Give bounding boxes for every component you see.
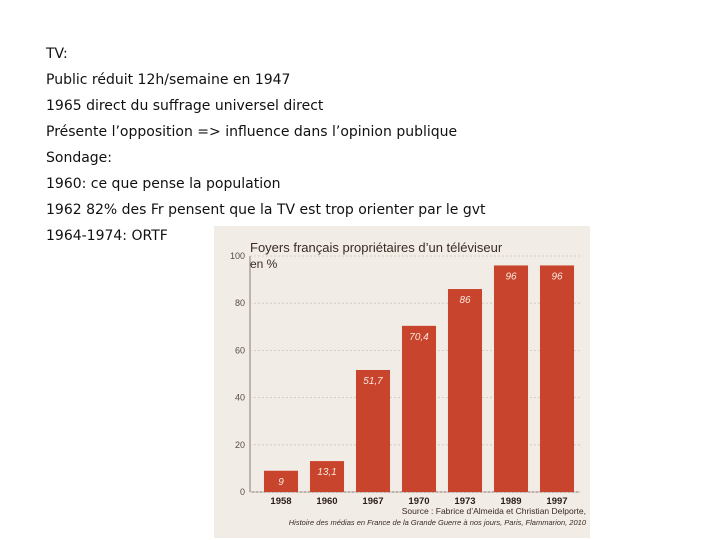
bar [402,326,436,492]
x-tick-label: 1997 [546,496,568,507]
bar [448,289,482,492]
bar [540,265,574,492]
x-tick-label: 1970 [408,496,430,507]
x-tick-label: 1960 [316,496,338,507]
scanned-chart [214,226,590,538]
bar-value-label: 51,7 [363,375,383,387]
chart-subtitle: en % [250,257,278,271]
y-tick-label: 80 [234,298,245,309]
bar-chart [214,226,590,538]
x-tick-label: 1973 [454,496,476,507]
x-tick-label: 1958 [270,496,292,507]
x-tick-label: 1989 [500,496,522,507]
note-line: 1960: ce que pense la population [46,176,281,192]
note-line: Présente l’opposition => influence dans l’opinion publique [46,124,458,140]
note-line: Public réduit 12h/semaine en 1947 [46,72,291,88]
bar-value-label: 86 [459,295,471,307]
note-line: TV: [46,46,68,62]
bar-value-label: 96 [551,271,563,283]
note-line: Sondage: [46,150,113,166]
y-tick-label: 100 [229,251,245,261]
note-line: 1965 direct du suffrage universel direct [46,98,324,114]
y-tick-label: 0 [239,487,245,497]
note-line: 1964-1974: ORTF [46,228,168,244]
bar [356,370,390,492]
bar-value-label: 9 [278,476,284,488]
notes-text [46,41,486,249]
x-tick-label: 1967 [362,496,384,507]
chart-source-ref: Histoire des médias en France de la Grande Guerre à nos jours, Paris, Flammarion, 2010 [288,518,586,527]
bar [494,265,528,492]
chart-title: Foyers français propriétaires d’un téléviseur [250,240,503,255]
note-line: 1962 82% des Fr pensent que la TV est trop orienter par le gvt [46,202,486,218]
y-tick-label: 40 [234,392,245,403]
bar-value-label: 70,4 [409,331,429,343]
y-tick-label: 60 [234,345,245,356]
y-tick-label: 20 [234,439,245,450]
bar-value-label: 96 [505,271,517,283]
bar-value-label: 13,1 [317,467,337,479]
chart-source: Source : Fabrice d’Almeida et Christian Delporte, [401,506,586,516]
